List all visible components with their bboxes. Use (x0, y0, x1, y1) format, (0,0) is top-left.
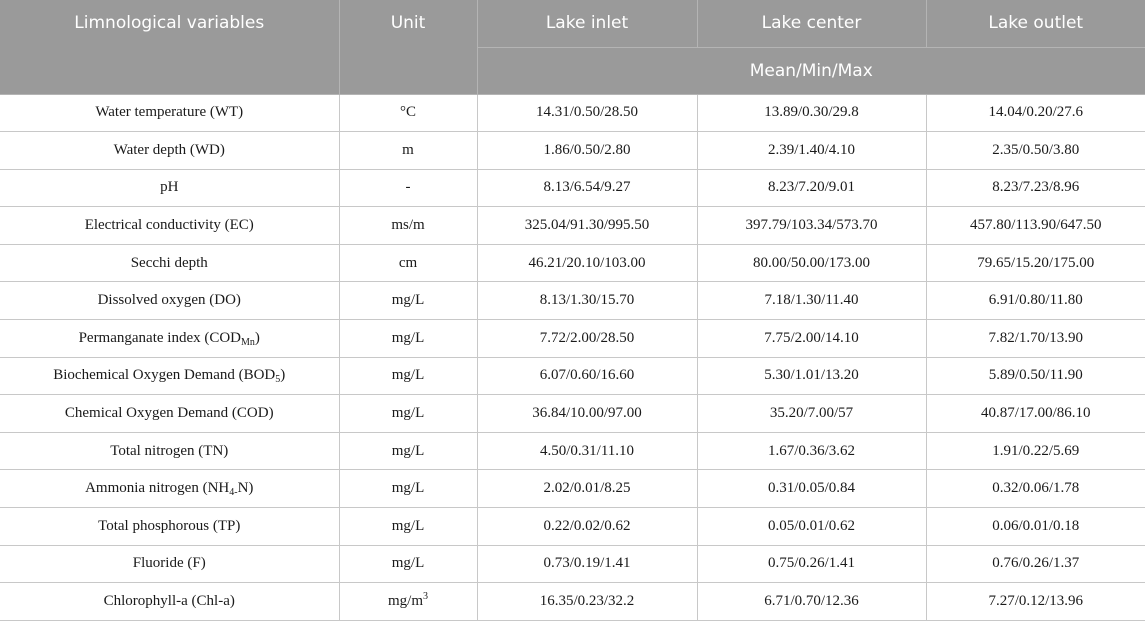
cell-unit (339, 545, 477, 583)
cell-unit (339, 207, 477, 245)
cell-lake-center: 6.71/0.70/12.36 (697, 583, 926, 621)
table-row (0, 508, 1145, 546)
cell-lake-inlet: 0.73/0.19/1.41 (477, 545, 697, 583)
variable-name-end: ) (254, 329, 260, 346)
variable-name: Chlorophyll-a (Chl-a) (103, 593, 235, 610)
table-row (0, 94, 1145, 132)
cell-lake-center: 2.39/1.40/4.10 (697, 132, 926, 170)
variable-name-end: ) (280, 367, 286, 384)
cell-unit (339, 395, 477, 433)
unit-text: °C (399, 104, 416, 121)
cell-lake-inlet: 7.72/2.00/28.50 (477, 320, 697, 358)
variable-name: Total phosphorous (TP) (98, 517, 241, 534)
cell-lake-outlet: 8.23/7.23/8.96 (926, 169, 1145, 207)
cell-variable (0, 320, 339, 358)
unit-text: mg/L (391, 329, 425, 346)
variable-subscript: 5 (275, 374, 281, 386)
cell-variable (0, 432, 339, 470)
cell-lake-outlet: 7.27/0.12/13.96 (926, 583, 1145, 621)
cell-variable (0, 395, 339, 433)
cell-lake-center: 13.89/0.30/29.8 (697, 94, 926, 132)
header-lake-center: Lake center (697, 0, 926, 47)
cell-variable (0, 357, 339, 395)
cell-lake-outlet: 79.65/15.20/175.00 (926, 244, 1145, 282)
variable-name: Water depth (WD) (113, 141, 225, 158)
cell-variable (0, 169, 339, 207)
variable-subscript: 4- (229, 487, 238, 499)
cell-unit (339, 169, 477, 207)
cell-variable (0, 470, 339, 508)
cell-lake-outlet: 40.87/17.00/86.10 (926, 395, 1145, 433)
variable-name: Total nitrogen (TN) (110, 442, 229, 459)
cell-lake-center: 80.00/50.00/173.00 (697, 244, 926, 282)
cell-lake-outlet: 457.80/113.90/647.50 (926, 207, 1145, 245)
variable-subscript: Mn (241, 336, 255, 348)
cell-lake-inlet: 16.35/0.23/32.2 (477, 583, 697, 621)
cell-unit (339, 357, 477, 395)
cell-lake-inlet: 2.02/0.01/8.25 (477, 470, 697, 508)
cell-variable (0, 94, 339, 132)
table-row (0, 320, 1145, 358)
cell-lake-center: 5.30/1.01/13.20 (697, 357, 926, 395)
table-row (0, 432, 1145, 470)
cell-variable (0, 583, 339, 621)
cell-unit (339, 132, 477, 170)
header-lake-outlet: Lake outlet (926, 0, 1145, 47)
unit-text: ms/m (391, 217, 425, 234)
table-row (0, 545, 1145, 583)
variable-name: Secchi depth (130, 254, 208, 271)
header-lake-inlet: Lake inlet (477, 0, 697, 47)
unit-text: mg/L (391, 292, 425, 309)
cell-lake-outlet: 0.06/0.01/0.18 (926, 508, 1145, 546)
table-row (0, 470, 1145, 508)
unit-text: mg/L (391, 480, 425, 497)
cell-lake-center: 1.67/0.36/3.62 (697, 432, 926, 470)
cell-variable (0, 207, 339, 245)
cell-variable (0, 244, 339, 282)
table-row (0, 282, 1145, 320)
unit-superscript: 3 (423, 591, 428, 603)
unit-text: mg/m (387, 593, 423, 610)
cell-lake-center: 8.23/7.20/9.01 (697, 169, 926, 207)
table-row (0, 395, 1145, 433)
unit-text: mg/L (391, 405, 425, 422)
cell-lake-inlet: 325.04/91.30/995.50 (477, 207, 697, 245)
header-unit: Unit (339, 0, 477, 94)
variable-name: Ammonia nitrogen (NH (85, 480, 230, 497)
cell-lake-inlet: 6.07/0.60/16.60 (477, 357, 697, 395)
cell-unit (339, 432, 477, 470)
variable-name: Fluoride (F) (132, 555, 206, 572)
cell-unit (339, 320, 477, 358)
unit-text: cm (398, 254, 418, 271)
table-row (0, 244, 1145, 282)
table-row (0, 583, 1145, 621)
table-row (0, 357, 1145, 395)
cell-lake-outlet: 0.76/0.26/1.37 (926, 545, 1145, 583)
variable-name: Biochemical Oxygen Demand (BOD (53, 367, 276, 384)
cell-unit (339, 244, 477, 282)
table-row (0, 169, 1145, 207)
cell-lake-outlet: 0.32/0.06/1.78 (926, 470, 1145, 508)
table-header (0, 0, 1145, 94)
cell-lake-center: 35.20/7.00/57 (697, 395, 926, 433)
variable-name: Dissolved oxygen (DO) (97, 292, 241, 309)
cell-unit (339, 508, 477, 546)
cell-lake-outlet: 6.91/0.80/11.80 (926, 282, 1145, 320)
cell-lake-center: 0.05/0.01/0.62 (697, 508, 926, 546)
cell-lake-center: 0.31/0.05/0.84 (697, 470, 926, 508)
cell-lake-center: 397.79/103.34/573.70 (697, 207, 926, 245)
unit-text: mg/L (391, 555, 425, 572)
unit-text: m (402, 141, 414, 158)
cell-lake-outlet: 2.35/0.50/3.80 (926, 132, 1145, 170)
cell-lake-inlet: 46.21/20.10/103.00 (477, 244, 697, 282)
cell-lake-center: 7.18/1.30/11.40 (697, 282, 926, 320)
cell-lake-center: 7.75/2.00/14.10 (697, 320, 926, 358)
unit-text: mg/L (391, 517, 425, 534)
variable-name: pH (160, 179, 179, 196)
table-body (0, 94, 1145, 620)
cell-variable (0, 282, 339, 320)
variable-name: Permanganate index (COD (78, 329, 242, 346)
cell-lake-outlet: 7.82/1.70/13.90 (926, 320, 1145, 358)
cell-variable (0, 508, 339, 546)
variable-name: Electrical conductivity (EC) (84, 217, 254, 234)
cell-variable (0, 545, 339, 583)
cell-unit (339, 470, 477, 508)
table-row (0, 207, 1145, 245)
cell-lake-inlet: 8.13/1.30/15.70 (477, 282, 697, 320)
header-variable: Limnological variables (0, 0, 339, 94)
cell-variable (0, 132, 339, 170)
cell-lake-inlet: 8.13/6.54/9.27 (477, 169, 697, 207)
table-row (0, 132, 1145, 170)
cell-lake-outlet: 1.91/0.22/5.69 (926, 432, 1145, 470)
cell-lake-inlet: 4.50/0.31/11.10 (477, 432, 697, 470)
cell-lake-outlet: 14.04/0.20/27.6 (926, 94, 1145, 132)
cell-lake-outlet: 5.89/0.50/11.90 (926, 357, 1145, 395)
cell-unit (339, 583, 477, 621)
unit-text: mg/L (391, 367, 425, 384)
cell-lake-center: 0.75/0.26/1.41 (697, 545, 926, 583)
cell-lake-inlet: 0.22/0.02/0.62 (477, 508, 697, 546)
cell-unit (339, 94, 477, 132)
variable-name: Water temperature (WT) (95, 104, 244, 121)
cell-lake-inlet: 36.84/10.00/97.00 (477, 395, 697, 433)
header-statistic-label: Mean/Min/Max (477, 47, 1145, 94)
cell-lake-inlet: 14.31/0.50/28.50 (477, 94, 697, 132)
unit-text: mg/L (391, 442, 425, 459)
cell-unit (339, 282, 477, 320)
variable-name-end: N) (237, 480, 254, 497)
unit-text: - (405, 179, 411, 196)
cell-lake-inlet: 1.86/0.50/2.80 (477, 132, 697, 170)
variable-name: Chemical Oxygen Demand (COD) (64, 405, 274, 422)
